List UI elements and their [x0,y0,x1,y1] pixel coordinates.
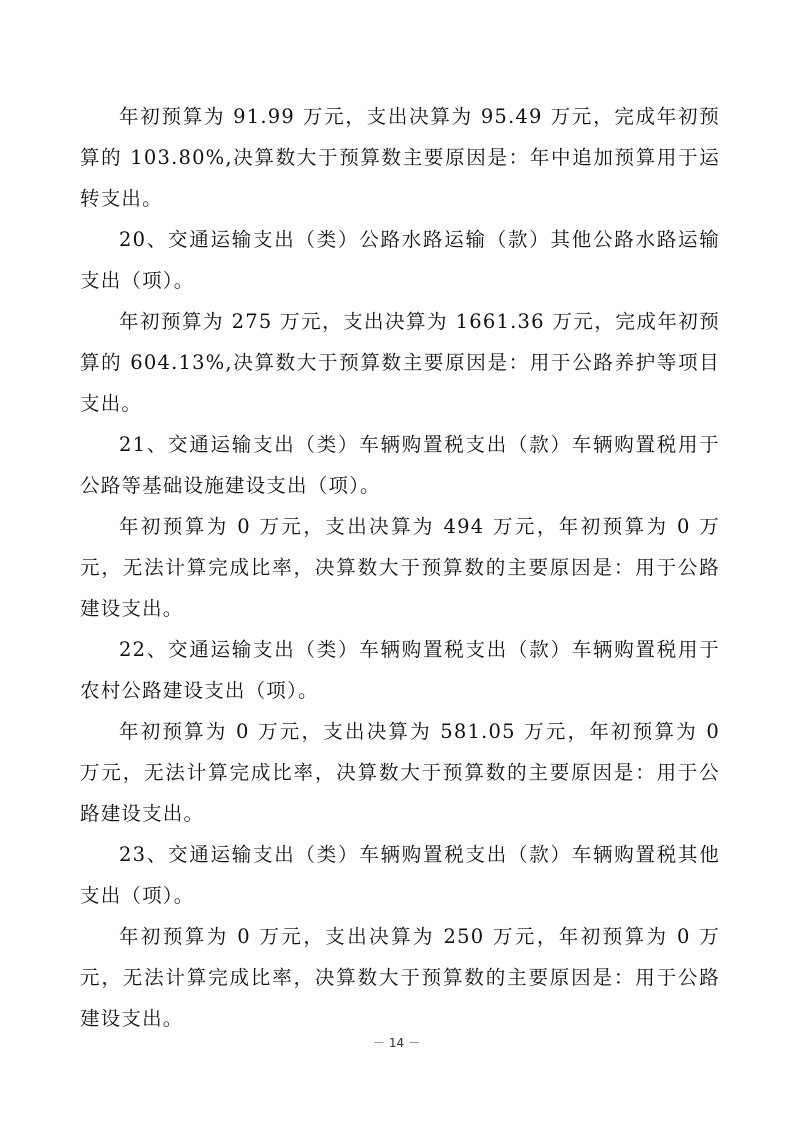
heading-item-22: 22、交通运输支出（类）车辆购置税支出（款）车辆购置税用于农村公路建设支出（项）。 [80,638,720,702]
page-number: － 14 － [373,1036,420,1050]
paragraph-budget-item-20: 年初预算为 275 万元，支出决算为 1661.36 万元，完成年初预算的 604.13%,决算数大于预算数主要原因是：用于公路养护等项目支出。 [80,310,720,415]
heading-item-20: 20、交通运输支出（类）公路水路运输（款）其他公路水路运输支出（项）。 [80,228,720,292]
paragraph-budget-operations: 年初预算为 91.99 万元，支出决算为 95.49 万元，完成年初预算的 103.80%,决算数大于预算数主要原因是：年中追加预算用于运转支出。 [80,105,720,210]
paragraph-budget-item-21: 年初预算为 0 万元，支出决算为 494 万元，年初预算为 0 万元，无法计算完成比率，决算数大于预算数的主要原因是：用于公路建设支出。 [80,515,720,620]
heading-item-23: 23、交通运输支出（类）车辆购置税支出（款）车辆购置税其他支出（项）。 [80,843,720,907]
paragraph-budget-item-23: 年初预算为 0 万元，支出决算为 250 万元，年初预算为 0 万元，无法计算完成比率，决算数大于预算数的主要原因是：用于公路建设支出。 [80,925,720,1030]
paragraph-budget-item-22: 年初预算为 0 万元，支出决算为 581.05 万元，年初预算为 0 万元，无法计算完成比率，决算数大于预算数的主要原因是：用于公路建设支出。 [80,720,720,825]
document-body [80,96,720,1039]
heading-item-21: 21、交通运输支出（类）车辆购置税支出（款）车辆购置税用于公路等基础设施建设支出（项）。 [80,433,720,497]
